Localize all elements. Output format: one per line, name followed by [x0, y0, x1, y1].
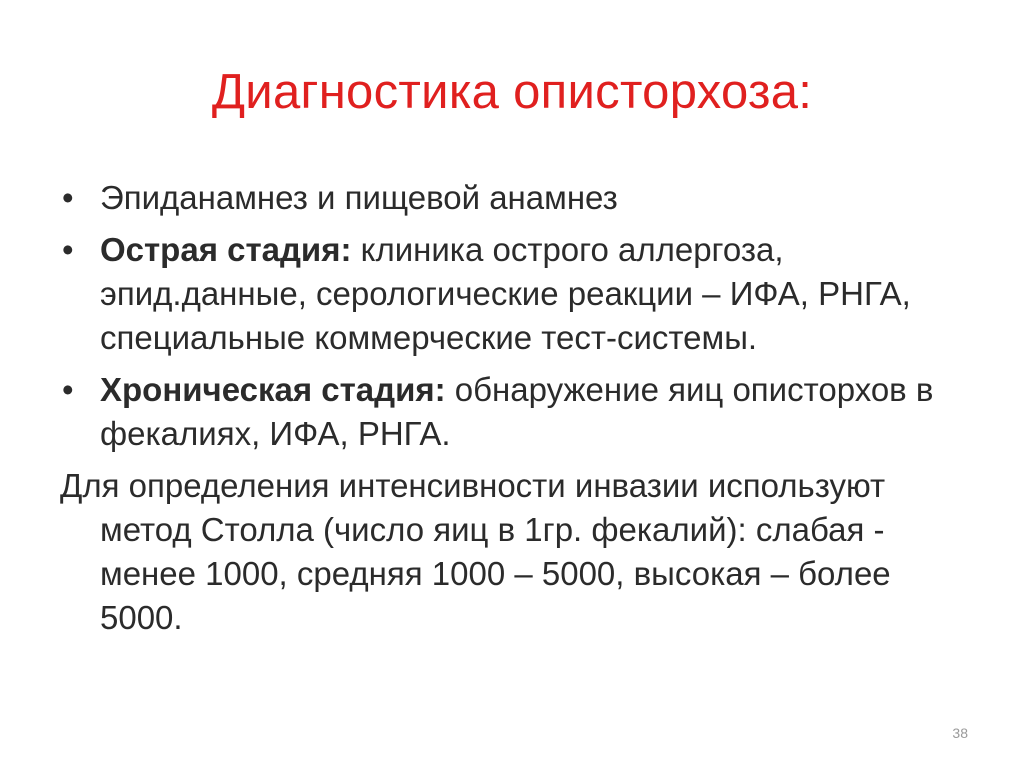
bullet-text: обнаружение яиц описторхов в фекалиях, ИФА, РНГА. [100, 371, 934, 452]
bullet-item-chronic-stage [60, 368, 980, 456]
bullet-marker: • [62, 179, 74, 216]
bullet-text: Эпиданамнез и пищевой анамнез [100, 179, 618, 216]
stoll-method-paragraph: Для определения интенсивности инвазии используют метод Столла (число яиц в 1гр. фекалий): слабая - менее 1000, средняя 1000 – 5000, высокая – более 5000. [60, 467, 891, 636]
bullet-item-acute-stage [60, 228, 980, 360]
bullet-heading: Хроническая стадия: [100, 371, 446, 408]
bullet-text: клиника острого аллергоза, эпид.данные, серологические реакции – ИФА, РНГА, специальные коммерческие тест-системы. [100, 231, 911, 356]
bullet-marker: • [62, 371, 74, 408]
bullet-heading: Острая стадия: [100, 231, 352, 268]
bullet-list [60, 176, 980, 456]
slide-content [60, 176, 980, 640]
page-number: 38 [952, 725, 968, 741]
bullet-item-anamnesis [60, 176, 980, 220]
slide-title: Диагностика описторхоза: [211, 65, 813, 119]
bullet-marker: • [62, 231, 74, 268]
